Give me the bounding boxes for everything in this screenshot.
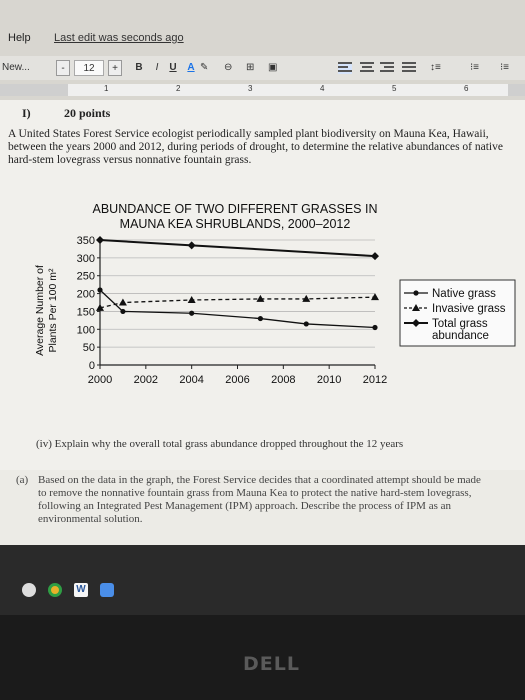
y-tick-label: 300: [76, 252, 95, 265]
ruler-track: [68, 84, 508, 96]
x-tick-label: 2002: [133, 374, 159, 386]
y-tick-label: 0: [88, 360, 95, 372]
y-axis-label: Average Number of: [34, 265, 46, 356]
menu-bar: [0, 28, 525, 48]
legend-marker: [413, 290, 418, 295]
chrome-icon[interactable]: [48, 583, 62, 597]
word-icon[interactable]: W: [74, 583, 88, 597]
legend-entry: Invasive grass: [432, 303, 506, 315]
help-menu[interactable]: Help: [8, 32, 31, 44]
data-point-series-0: [120, 309, 125, 314]
y-tick-label: 250: [76, 270, 95, 283]
series-line-0: [100, 290, 375, 328]
document-page-bottom[interactable]: [0, 470, 525, 545]
question-points: 20 points: [64, 106, 111, 120]
data-point-series-2: [188, 241, 196, 249]
underline-button[interactable]: U: [169, 62, 177, 73]
question-part-iv: (iv) Explain why the overall total grass abundance dropped throughout the 12 years: [36, 438, 404, 450]
x-tick-label: 2010: [316, 374, 342, 386]
align-left-icon[interactable]: [338, 62, 352, 74]
y-tick-label: 100: [76, 324, 95, 337]
link-icon[interactable]: ⊖: [224, 62, 233, 73]
ruler-mark: 6: [464, 84, 469, 93]
question-part-a-label: (a): [16, 474, 29, 486]
taskbar: [0, 545, 525, 615]
data-point-series-1: [119, 299, 127, 306]
legend-entry: abundance: [432, 330, 489, 342]
align-right-icon[interactable]: [380, 62, 394, 74]
font-size-input[interactable]: 12: [74, 60, 104, 76]
x-tick-label: 2012: [362, 374, 388, 386]
align-center-icon[interactable]: [360, 62, 374, 74]
y-tick-label: 150: [76, 306, 95, 319]
plot-layer: [34, 202, 515, 386]
y-tick-label: 50: [82, 342, 95, 355]
data-point-series-2: [96, 236, 104, 244]
start-circle-icon[interactable]: [22, 583, 36, 597]
insert-image-icon[interactable]: ▣: [268, 62, 278, 73]
bold-button[interactable]: B: [135, 62, 143, 73]
data-point-series-0: [372, 325, 377, 330]
data-point-series-0: [189, 311, 194, 316]
document-page[interactable]: [0, 100, 525, 470]
series-line-2: [100, 240, 375, 256]
legend-entry: Native grass: [432, 288, 496, 300]
align-justify-icon[interactable]: [402, 62, 416, 74]
series-line-1: [100, 297, 375, 308]
question-intro: A United States Forest Service ecologist periodically sampled plant biodiversity on Mauna Kea, Hawaii, between the years 2000 and 2012, during periods of drought, to determine the relative abundances of native hard-stem lovegrass versus nonnative fountain grass.: [8, 128, 503, 166]
question-number: I): [22, 106, 31, 120]
x-tick-label: 2008: [271, 374, 296, 386]
last-edit-link[interactable]: Last edit was seconds ago: [54, 32, 184, 44]
legend-entry: Total grass: [432, 318, 488, 330]
italic-button[interactable]: I: [155, 62, 159, 73]
font-size-decrease-button[interactable]: -: [56, 60, 70, 76]
toolbar: [0, 56, 525, 80]
chart-title: MAUNA KEA SHRUBLANDS, 2000–2012: [119, 217, 351, 231]
data-point-series-0: [97, 287, 102, 292]
x-tick-label: 2006: [225, 374, 250, 386]
highlight-pen-icon[interactable]: ✎: [200, 62, 209, 73]
text-color-button[interactable]: A: [187, 62, 195, 73]
question-part-a: Based on the data in the graph, the Forest Service decides that a coordinated attempt should be made to remove the nonnative fountain grass from Mauna Kea to protect the native hard-stem lovegrass, following an Integrated Pest Management (IPM) approach. Describe the process of IPM as an environmental solution.: [38, 474, 481, 525]
dell-logo: DELL: [243, 653, 300, 675]
ruler[interactable]: [0, 84, 525, 96]
data-point-series-0: [304, 321, 309, 326]
chart-title: ABUNDANCE OF TWO DIFFERENT GRASSES IN: [92, 202, 378, 216]
ruler-mark: 5: [392, 84, 397, 93]
grass-abundance-chart: [30, 200, 520, 430]
numbered-list-icon[interactable]: ⁝≡: [470, 62, 480, 73]
y-tick-label: 350: [76, 235, 95, 247]
line-spacing-icon[interactable]: ↕≡: [430, 62, 441, 73]
font-size-increase-button[interactable]: +: [108, 60, 122, 76]
data-point-series-2: [371, 252, 379, 260]
y-axis-label: Plants Per 100 m²: [47, 268, 59, 353]
comment-icon[interactable]: ⊞: [246, 62, 255, 73]
data-point-series-0: [258, 316, 263, 321]
data-point-series-1: [188, 296, 196, 303]
font-select[interactable]: New...: [2, 62, 30, 73]
app-icon[interactable]: [100, 583, 114, 597]
data-point-series-1: [371, 293, 379, 300]
ruler-mark: 1: [104, 84, 109, 93]
bulleted-list-icon[interactable]: ⁝≡: [500, 62, 510, 73]
ruler-mark: 4: [320, 84, 325, 93]
x-tick-label: 2004: [179, 374, 204, 386]
x-tick-label: 2000: [87, 374, 113, 386]
y-tick-label: 200: [76, 288, 95, 301]
ruler-mark: 2: [176, 84, 181, 93]
ruler-mark: 3: [248, 84, 253, 93]
